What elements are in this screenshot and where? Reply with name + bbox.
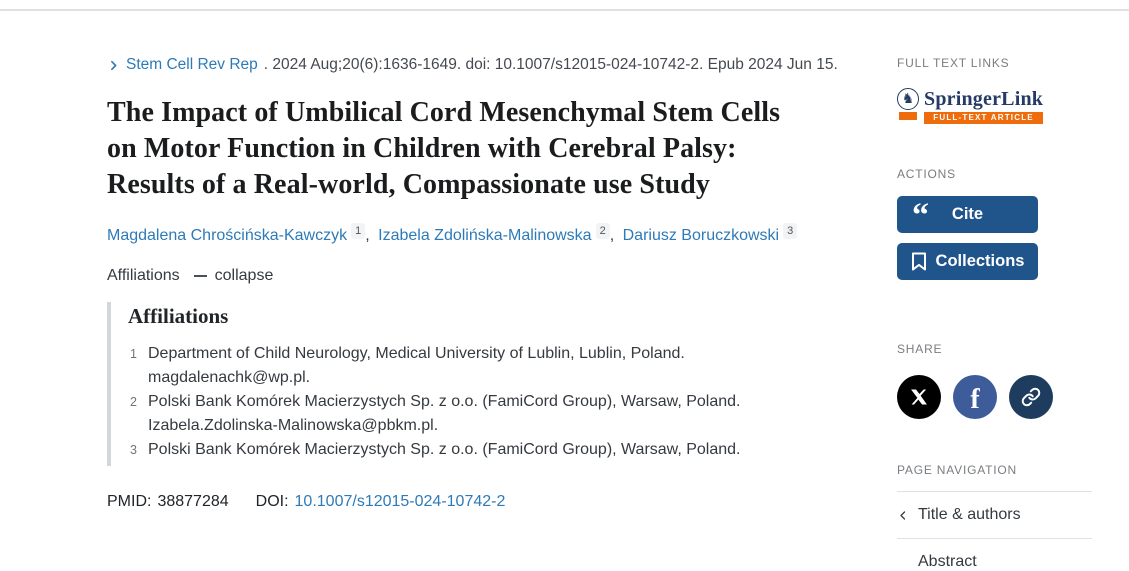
article-main-column xyxy=(107,56,857,571)
nav-item-label: Title & authors xyxy=(918,506,1021,523)
chevron-left-icon xyxy=(897,508,909,523)
author-affiliation-sup[interactable]: 2 xyxy=(596,223,610,239)
cite-button[interactable] xyxy=(897,196,1038,233)
collapse-affiliations-button[interactable] xyxy=(194,267,274,285)
share-permalink-button[interactable] xyxy=(1009,375,1053,419)
affiliations-toggle-row xyxy=(107,267,857,285)
header-bottom-border xyxy=(0,9,1129,11)
collections-button-label: Collections xyxy=(935,252,1025,270)
share-heading: SHARE xyxy=(897,342,943,356)
actions-heading: ACTIONS xyxy=(897,167,956,181)
springerlink-wordmark: SpringerLink xyxy=(924,88,1044,110)
facebook-icon xyxy=(970,386,979,414)
author-affiliation-sup[interactable]: 1 xyxy=(351,223,365,239)
affiliation-text: Polski Bank Komórek Macierzystych Sp. z o.o. (FamiCord Group), Warsaw, Poland. Izabela.Zdolinska-Malinowska@pbkm.pl. xyxy=(148,393,741,434)
author-affiliation-sup[interactable]: 3 xyxy=(783,223,797,239)
full-text-links-heading: FULL TEXT LINKS xyxy=(897,56,1010,70)
author-separator: , xyxy=(609,227,615,244)
page-navigation-section xyxy=(897,463,1092,571)
affiliation-text: Department of Child Neurology, Medical University of Lublin, Lublin, Poland. magdalenachk@wp.pl. xyxy=(148,345,685,386)
collapse-label: collapse xyxy=(214,267,274,284)
bookmark-icon xyxy=(911,252,927,271)
cite-button-label: Cite xyxy=(951,205,984,223)
nav-item-title-authors[interactable] xyxy=(897,492,1092,524)
right-sidebar xyxy=(897,56,1092,571)
journal-link[interactable]: Stem Cell Rev Rep xyxy=(126,56,258,73)
springerlink-full-text-button[interactable] xyxy=(897,88,1043,124)
full-text-article-badge: FULL-TEXT ARTICLE xyxy=(924,112,1043,124)
full-text-links-section xyxy=(897,56,1092,124)
chess-knight-icon xyxy=(897,88,919,110)
collections-button[interactable] xyxy=(897,243,1038,280)
affiliation-text: Polski Bank Komórek Macierzystych Sp. z o.o. (FamiCord Group), Warsaw, Poland. xyxy=(148,441,741,458)
doi-label: DOI: xyxy=(255,493,289,510)
journal-citation xyxy=(107,56,857,74)
pmid-value: 38877284 xyxy=(157,493,229,510)
authors-list xyxy=(107,223,857,245)
affiliation-number: 1 xyxy=(130,347,137,361)
affiliation-item xyxy=(128,390,857,438)
identifiers-row xyxy=(107,493,857,511)
share-section xyxy=(897,342,1092,419)
share-buttons-row xyxy=(897,375,1092,419)
author-link[interactable]: Magdalena Chrościńska-Kawczyk xyxy=(107,227,348,244)
permalink-icon xyxy=(1021,387,1041,407)
affiliations-list xyxy=(128,342,857,462)
affiliations-panel xyxy=(107,302,857,466)
pmid-label: PMID: xyxy=(107,493,152,510)
author-separator: , xyxy=(365,227,370,244)
nav-item-label: Abstract xyxy=(918,553,977,570)
article-title: The Impact of Umbilical Cord Mesenchymal Stem Cells on Motor Function in Children with Cerebral Palsy: Results of a Real-world, Compassionate use Study xyxy=(107,97,781,200)
affiliation-number: 3 xyxy=(130,443,137,457)
citation-details: . 2024 Aug;20(6):1636-1649. doi: 10.1007/s12015-024-10742-2. Epub 2024 Jun 15. xyxy=(263,56,838,73)
affiliations-toggle-label: Affiliations xyxy=(107,267,180,284)
nav-item-abstract[interactable] xyxy=(897,539,1092,571)
author-link[interactable]: Dariusz Boruczkowski xyxy=(622,227,780,244)
affiliations-heading: Affiliations xyxy=(128,304,229,328)
chevron-right-icon[interactable] xyxy=(107,59,120,72)
x-twitter-icon xyxy=(909,387,929,407)
share-facebook-button[interactable] xyxy=(953,375,997,419)
affiliation-number: 2 xyxy=(130,395,137,409)
springer-orange-bar xyxy=(899,112,917,120)
actions-section xyxy=(897,167,1092,280)
doi-link[interactable]: 10.1007/s12015-024-10742-2 xyxy=(294,493,506,510)
quote-icon xyxy=(912,199,929,233)
affiliation-item xyxy=(128,438,857,462)
page-navigation-heading: PAGE NAVIGATION xyxy=(897,463,1018,477)
author-link[interactable]: Izabela Zdolińska-Malinowska xyxy=(378,227,592,244)
affiliation-item xyxy=(128,342,857,390)
minus-icon xyxy=(194,275,207,277)
share-x-button[interactable] xyxy=(897,375,941,419)
